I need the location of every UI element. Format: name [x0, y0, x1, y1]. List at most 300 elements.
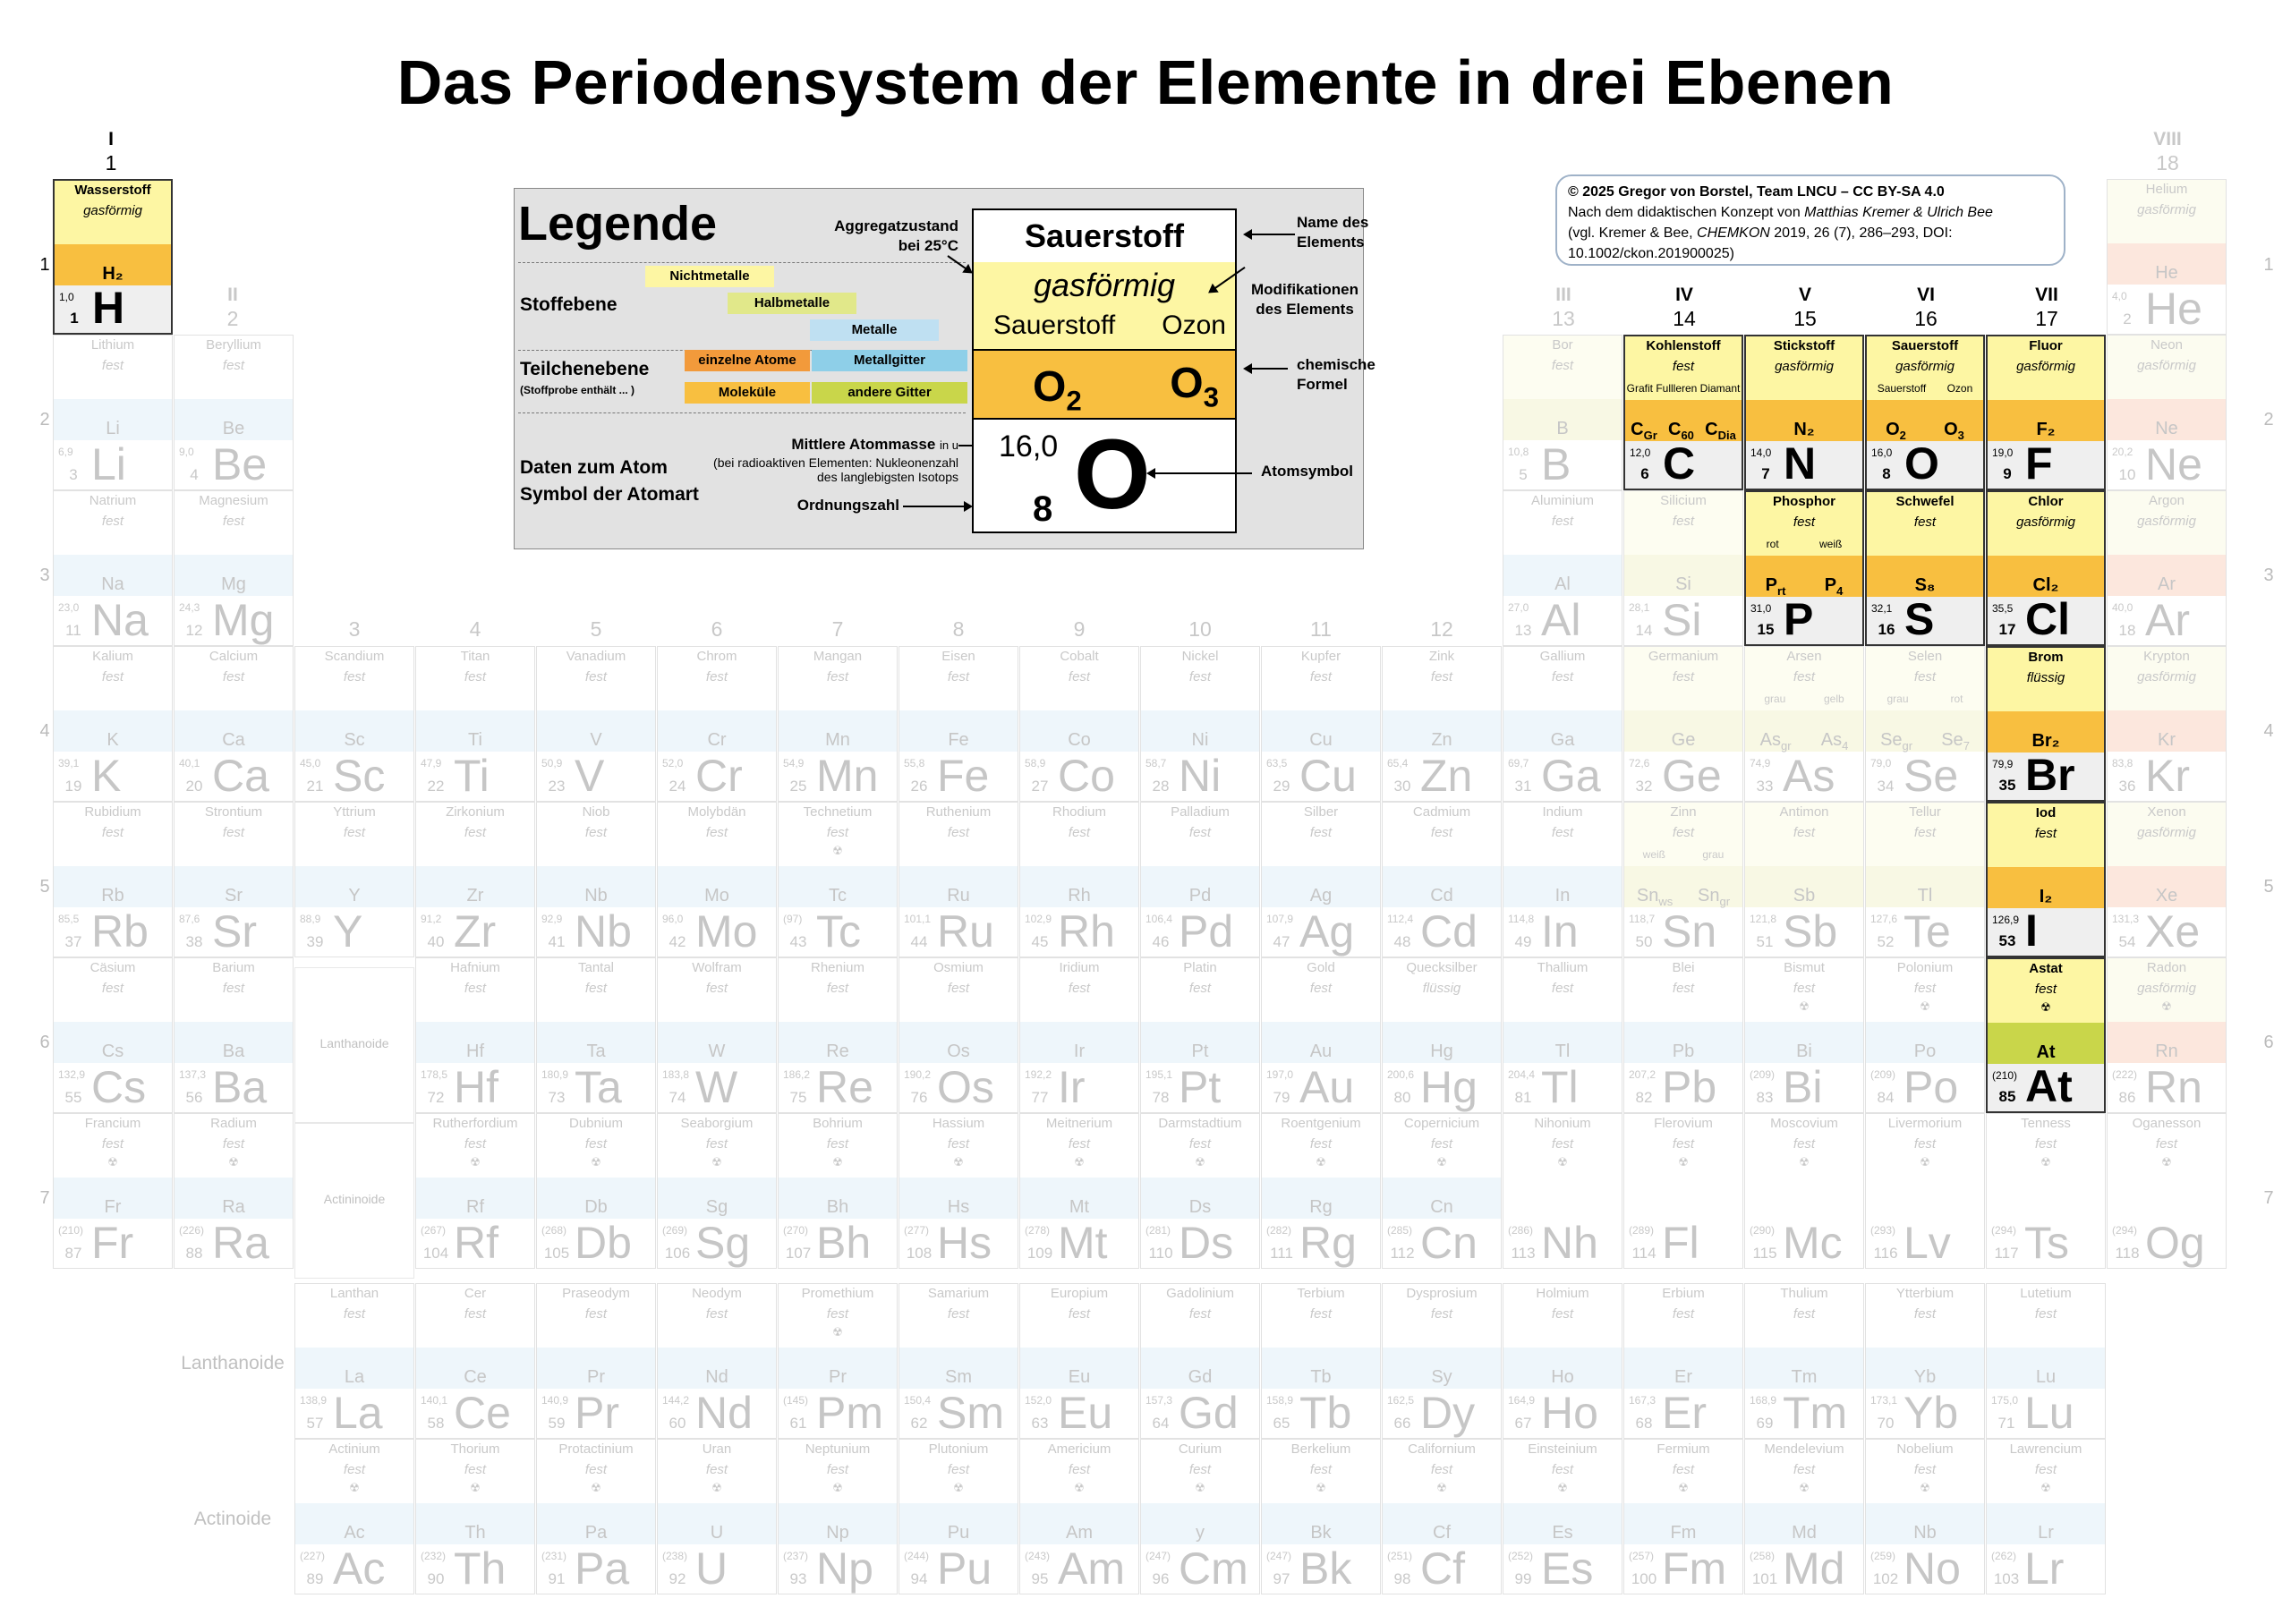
group-14-label: IV 14 — [1673, 285, 1696, 330]
atomic-mass: 85,5 — [58, 913, 80, 925]
element-name: Bismut — [1784, 960, 1825, 975]
element-symbol: Am — [1058, 1543, 1125, 1594]
element-state: fest — [101, 981, 124, 996]
copyright-line: © 2025 Gregor von Borstel, Team LNCU – CC BY-SA 4.0 — [1568, 184, 1945, 200]
element-state: fest — [1551, 358, 1574, 373]
radioactive-icon: ☢ — [2040, 1155, 2051, 1169]
element-name: Bohrium — [813, 1116, 863, 1131]
element-name: Gold — [1307, 960, 1335, 975]
atomic-number: 35 — [1998, 777, 2016, 794]
element-symbol: V — [575, 751, 605, 801]
element-formula: Lu — [2035, 1367, 2057, 1387]
element-ce — [415, 1283, 535, 1439]
atomic-mass: (252) — [1508, 1550, 1534, 1562]
element-name: Wolfram — [692, 960, 742, 975]
element-symbol: Md — [1783, 1543, 1845, 1594]
element-symbol: Nd — [695, 1388, 753, 1438]
radioactive-icon: ☢ — [1195, 1155, 1205, 1169]
element-state: fest — [1551, 981, 1574, 996]
element-formula: Ho — [1551, 1367, 1574, 1387]
element-formula: Db — [584, 1197, 608, 1217]
element-formula: Es — [1552, 1523, 1573, 1543]
element-formula: Eu — [1068, 1367, 1091, 1387]
group-7-label: 7 — [831, 617, 844, 641]
radioactive-icon: ☢ — [591, 1481, 601, 1494]
atomic-number: 17 — [1998, 621, 2016, 638]
element-state: fest — [101, 358, 124, 373]
element-formula: Rg — [1309, 1197, 1333, 1217]
element-s — [1865, 490, 1985, 646]
atomic-mass: 158,9 — [1266, 1394, 1294, 1407]
atomic-mass: (262) — [1991, 1550, 2017, 1562]
element-name: Plutonium — [928, 1441, 989, 1457]
element-pm — [778, 1283, 898, 1439]
element-formula: He — [2155, 263, 2178, 283]
atomic-mass: 65,4 — [1387, 757, 1409, 769]
legend-heading: Legende — [518, 197, 718, 251]
element-symbol: Au — [1299, 1062, 1355, 1112]
element-yb — [1865, 1283, 1985, 1439]
atomic-number: 67 — [1514, 1415, 1532, 1432]
element-formula: Ge — [1671, 730, 1696, 750]
element-name: Titan — [460, 649, 490, 664]
element-name: Ruthenium — [925, 804, 992, 820]
element-ir — [1019, 957, 1139, 1113]
element-name: Cer — [464, 1286, 487, 1301]
element-symbol: Li — [91, 439, 126, 489]
atomic-number: 95 — [1031, 1570, 1049, 1587]
element-sr — [174, 802, 294, 957]
atomic-mass: (209) — [1750, 1068, 1776, 1081]
period-2-label: 2 — [39, 410, 50, 429]
element-symbol: Sb — [1783, 906, 1838, 957]
element-name: Tantal — [577, 960, 615, 975]
atomic-mass: 79,9 — [1992, 758, 2014, 770]
element-na — [53, 490, 173, 646]
element-symbol: Mt — [1058, 1218, 1108, 1268]
element-tb — [1261, 1283, 1381, 1439]
radioactive-icon: ☢ — [2161, 999, 2172, 1013]
element-name: Seaborgium — [680, 1116, 754, 1131]
atomic-number: 106 — [664, 1245, 691, 1262]
legend-sample-cell — [972, 208, 1237, 533]
radioactive-icon: ☢ — [1799, 999, 1810, 1013]
atomic-mass: 101,1 — [904, 913, 932, 925]
period-1-label: 1 — [39, 255, 50, 275]
element-mn — [778, 646, 898, 802]
element-symbol: Ga — [1541, 751, 1601, 801]
sample-formula2: $O_3$ — [1170, 360, 1219, 413]
element-state: fest — [1309, 825, 1333, 840]
element-symbol: Pd — [1179, 906, 1234, 957]
element-symbol: Pa — [575, 1543, 630, 1594]
atomic-number: 65 — [1273, 1415, 1290, 1432]
radioactive-icon: ☢ — [1920, 1481, 1930, 1494]
element-name: Radium — [210, 1116, 257, 1131]
element-symbol: Cl — [2025, 594, 2070, 644]
element-symbol: Te — [1903, 906, 1951, 957]
element-state: fest — [1793, 669, 1816, 684]
element-symbol: C — [1663, 438, 1696, 489]
teilchenebene-label: Teilchenebene — [520, 359, 650, 379]
element-symbol: Pm — [816, 1388, 883, 1438]
element-name: Hafnium — [450, 960, 500, 975]
atomic-mass: (222) — [2112, 1068, 2138, 1081]
atomic-mass: 40,1 — [179, 757, 200, 769]
atomic-mass: 19,0 — [1992, 446, 2014, 459]
element-li — [53, 335, 173, 490]
element-state: fest — [464, 1462, 487, 1477]
atomic-number: 36 — [2118, 778, 2136, 795]
element-name: Technetium — [803, 804, 873, 820]
atomic-number: 10 — [2118, 466, 2136, 483]
atomic-mass: 168,9 — [1750, 1394, 1777, 1407]
element-se — [1865, 646, 1985, 802]
element-ti — [415, 646, 535, 802]
element-state: fest — [584, 981, 608, 996]
element-sb — [1744, 802, 1864, 957]
sample-formula1: $O_2$ — [1033, 363, 1082, 417]
element-formula: Sm — [945, 1367, 972, 1387]
atomic-number: 31 — [1514, 778, 1532, 795]
element-symbol: Fm — [1662, 1543, 1727, 1594]
element-symbol: Lr — [2024, 1543, 2065, 1594]
radioactive-icon: ☢ — [1799, 1481, 1810, 1494]
element-state: flüssig — [2026, 670, 2065, 685]
element-symbol: Cr — [695, 751, 743, 801]
element-formula: Rh — [1068, 886, 1091, 906]
element-formula: In — [1554, 886, 1571, 906]
element-symbol: Fe — [937, 751, 990, 801]
atomic-mass: 6,9 — [58, 446, 73, 458]
element-rh — [1019, 802, 1139, 957]
element-bi — [1744, 957, 1864, 1113]
atomic-number: 24 — [669, 778, 686, 795]
atomic-number: 23 — [548, 778, 566, 795]
sample-state: gasförmig — [1033, 267, 1176, 303]
atomic-mass: 79,0 — [1870, 757, 1892, 769]
group-3-label: 3 — [348, 617, 361, 641]
sample-symbol: O — [1074, 420, 1151, 530]
element-formula: Po — [1913, 1042, 1937, 1061]
element-state: fest — [343, 669, 366, 684]
element-sn — [1623, 802, 1743, 957]
chip-einzelne-atome: einzelne Atome — [685, 350, 810, 371]
element-name: Europium — [1050, 1286, 1109, 1301]
element-name: Californium — [1408, 1441, 1476, 1457]
atomic-number: 30 — [1393, 778, 1411, 795]
atomic-number: 40 — [427, 933, 445, 950]
element-formula: Pd — [1188, 886, 1212, 906]
radioactive-icon: ☢ — [470, 1481, 481, 1494]
element-state: fest — [222, 981, 245, 996]
atomic-number: 82 — [1635, 1089, 1653, 1106]
element-name: Indium — [1542, 804, 1583, 820]
element-name: Antimon — [1779, 804, 1829, 820]
element-formula: K — [106, 730, 119, 750]
atomic-number: 29 — [1273, 778, 1290, 795]
period-2-label-right: 2 — [2263, 410, 2274, 429]
radioactive-icon: ☢ — [1436, 1481, 1447, 1494]
element-name: Brom — [2028, 650, 2064, 665]
atomic-mass: (278) — [1025, 1224, 1051, 1237]
atomic-mass: 74,9 — [1750, 757, 1771, 769]
group-11-label: 11 — [1310, 617, 1332, 641]
atomic-number: 58 — [427, 1415, 445, 1432]
atomic-number: 48 — [1393, 933, 1411, 950]
atomic-mass: (244) — [904, 1550, 930, 1562]
element-symbol: Mn — [816, 751, 879, 801]
element-sc — [294, 646, 414, 802]
atomic-number: 55 — [64, 1089, 82, 1106]
element-formula: Au — [1309, 1042, 1333, 1061]
element-symbol: Ta — [575, 1062, 622, 1112]
element-state: gasförmig — [2137, 981, 2196, 996]
atomic-mass: 137,3 — [179, 1068, 207, 1081]
element-state: fest — [1913, 514, 1937, 530]
atomic-number: 86 — [2118, 1089, 2136, 1106]
chip-metalle: Metalle — [810, 319, 939, 341]
element-symbol: Gd — [1179, 1388, 1239, 1438]
element-name: Fermium — [1657, 1441, 1710, 1457]
element-b — [1503, 335, 1622, 490]
element-symbol: Rn — [2145, 1062, 2202, 1112]
element-state: fest — [947, 1306, 970, 1322]
atomic-mass: 107,9 — [1266, 913, 1294, 925]
element-hs — [899, 1113, 1018, 1269]
element-state: fest — [222, 1136, 245, 1152]
atomic-mass: 200,6 — [1387, 1068, 1415, 1081]
element-formula: H₂ — [102, 264, 123, 284]
element-state: fest — [343, 1462, 366, 1477]
group-13-label: III 13 — [1552, 285, 1575, 330]
element-symbol: Nh — [1541, 1218, 1598, 1268]
element-formula: Gd — [1188, 1367, 1213, 1387]
group-17-label: VII 17 — [2035, 285, 2058, 330]
atomic-number: 43 — [789, 933, 807, 950]
element-symbol: Ni — [1179, 751, 1222, 801]
element-symbol: Mg — [212, 595, 275, 645]
atomic-mass: 16,0 — [1871, 446, 1893, 459]
element-name: Lutetium — [2020, 1286, 2072, 1301]
element-formula: Ac — [344, 1523, 365, 1543]
arrow — [903, 506, 967, 507]
element-er — [1623, 1283, 1743, 1439]
element-gd — [1140, 1283, 1260, 1439]
element-name: Kalium — [92, 649, 133, 664]
lanthanoide-placeholder: Lanthanoide — [294, 967, 414, 1123]
element-rb — [53, 802, 173, 957]
element-name: Copernicium — [1403, 1116, 1480, 1131]
element-state: gasförmig — [2016, 359, 2075, 374]
atomic-number: 15 — [1757, 621, 1775, 638]
atomic-number: 21 — [306, 778, 324, 795]
element-symbol: Po — [1903, 1062, 1959, 1112]
atomic-mass: (269) — [662, 1224, 688, 1237]
element-symbol: Na — [91, 595, 149, 645]
element-symbol: Lv — [1903, 1218, 1951, 1268]
element-name: Neon — [2150, 337, 2183, 353]
atomic-mass: 20,2 — [2112, 446, 2133, 458]
element-state: fest — [1188, 825, 1212, 840]
element-name: Silber — [1303, 804, 1339, 820]
modifikationen-label: Modifikationen des Elements — [1251, 281, 1358, 318]
element-state: fest — [826, 1136, 849, 1152]
element-state: fest — [584, 1306, 608, 1322]
element-formula: Ce — [464, 1367, 487, 1387]
element-pa — [536, 1439, 656, 1594]
element-state: fest — [1068, 669, 1091, 684]
element-u — [657, 1439, 777, 1594]
daten-label: Daten zum Atom — [520, 457, 668, 478]
atomic-mass: (243) — [1025, 1550, 1051, 1562]
element-name: Beryllium — [206, 337, 261, 353]
element-nb — [536, 802, 656, 957]
element-state: fest — [1793, 1136, 1816, 1152]
element-cl — [1986, 490, 2106, 646]
element-formula: Ta — [586, 1042, 606, 1061]
atomic-mass: (257) — [1629, 1550, 1655, 1562]
atomic-mass: 58,9 — [1025, 757, 1046, 769]
atomic-number: 45 — [1031, 933, 1049, 950]
atomic-number: 101 — [1751, 1570, 1778, 1587]
element-formula: Cd — [1430, 886, 1453, 906]
element-formula: Tm — [1791, 1367, 1818, 1387]
element-ne — [2107, 335, 2227, 490]
atomic-mass: 14,0 — [1750, 446, 1772, 459]
element-name: Gallium — [1539, 649, 1586, 664]
element-symbol: Nb — [575, 906, 632, 957]
radioactive-icon: ☢ — [1436, 1155, 1447, 1169]
element-state: fest — [1913, 1136, 1937, 1152]
radioactive-icon: ☢ — [2040, 1481, 2051, 1494]
element-symbol: Ar — [2145, 595, 2190, 645]
element-pr — [536, 1283, 656, 1439]
element-po — [1865, 957, 1985, 1113]
atomic-number: 38 — [185, 933, 203, 950]
atomic-number: 7 — [1761, 465, 1770, 482]
element-state: fest — [1672, 1462, 1695, 1477]
element-dy — [1382, 1283, 1502, 1439]
element-symbol: Pu — [937, 1543, 992, 1594]
element-state: fest — [584, 1462, 608, 1477]
element-name: Dubnium — [568, 1116, 624, 1131]
element-rg — [1261, 1113, 1381, 1269]
element-ts — [1986, 1113, 2106, 1269]
element-state: fest — [1913, 669, 1937, 684]
radioactive-icon: ☢ — [832, 844, 843, 857]
radioactive-icon: ☢ — [832, 1155, 843, 1169]
atomic-number: 79 — [1273, 1089, 1290, 1106]
element-name: Barium — [212, 960, 255, 975]
element-symbol: U — [695, 1543, 728, 1594]
element-te — [1865, 802, 1985, 957]
element-state: fest — [1793, 981, 1816, 996]
element-name: Platin — [1183, 960, 1217, 975]
element-symbol: Er — [1662, 1388, 1707, 1438]
element-formula: Am — [1066, 1523, 1093, 1543]
radioactive-icon: ☢ — [832, 1481, 843, 1494]
element-state: fest — [947, 669, 970, 684]
element-modifications: weiß grau — [1642, 848, 1725, 861]
element-formula: Co — [1068, 730, 1091, 750]
atomic-number: 1 — [70, 310, 79, 327]
radioactive-icon: ☢ — [107, 1155, 118, 1169]
element-state: fest — [1309, 1306, 1333, 1322]
atomic-number: 61 — [789, 1415, 807, 1432]
atomic-mass: 55,8 — [904, 757, 925, 769]
element-state: fest — [705, 981, 728, 996]
chip-halbmetalle: Halbmetalle — [728, 293, 856, 314]
atomic-mass: 91,2 — [421, 913, 442, 925]
element-name: Polonium — [1896, 960, 1954, 975]
radioactive-icon: ☢ — [832, 1325, 843, 1339]
sample-number: 8 — [1033, 489, 1053, 529]
teilchenebene-sub: (Stoffprobe enthält ... ) — [520, 384, 634, 396]
atomic-mass: 106,4 — [1146, 913, 1173, 925]
element-state: gasförmig — [2137, 514, 2196, 529]
radioactive-icon: ☢ — [1920, 1155, 1930, 1169]
element-formula: $C_{Gr}$ $C_{60}$ $C_{Dia}$ — [1631, 420, 1736, 442]
element-au — [1261, 957, 1381, 1113]
atomic-mass: 164,9 — [1508, 1394, 1536, 1407]
atomic-number: 73 — [548, 1089, 566, 1106]
period-5-label-right: 5 — [2263, 877, 2274, 897]
element-formula: Md — [1792, 1523, 1817, 1543]
radioactive-icon: ☢ — [1316, 1155, 1326, 1169]
element-cm — [1140, 1439, 1260, 1594]
element-symbol: Ts — [2024, 1218, 2069, 1268]
chip-metallgitter: Metallgitter — [812, 350, 967, 371]
atomic-number: 114 — [1631, 1245, 1657, 1262]
element-formula: Os — [947, 1042, 970, 1061]
element-formula: Ti — [468, 730, 482, 750]
atomic-number: 78 — [1152, 1089, 1170, 1106]
element-symbol: Ru — [937, 906, 994, 957]
element-state: fest — [1430, 669, 1453, 684]
atomic-number: 32 — [1635, 778, 1653, 795]
element-bk — [1261, 1439, 1381, 1594]
element-name: Germanium — [1648, 649, 1719, 664]
radioactive-icon: ☢ — [711, 1481, 722, 1494]
element-symbol: Sr — [212, 906, 257, 957]
atomic-number: 41 — [548, 933, 566, 950]
element-formula: $O_2$ $O_3$ — [1886, 420, 1964, 442]
atomic-mass: 162,5 — [1387, 1394, 1415, 1407]
atomic-number: 64 — [1152, 1415, 1170, 1432]
element-symbol: Cu — [1299, 751, 1357, 801]
atomic-number: 102 — [1872, 1570, 1899, 1587]
atomic-number: 70 — [1877, 1415, 1895, 1432]
element-fe — [899, 646, 1018, 802]
element-formula: Na — [101, 574, 124, 594]
element-formula: Lr — [2038, 1523, 2054, 1543]
element-name: Moscovium — [1770, 1116, 1838, 1131]
element-name: Erbium — [1662, 1286, 1705, 1301]
radioactive-icon: ☢ — [953, 1481, 964, 1494]
element-state: gasförmig — [83, 203, 142, 218]
element-formula: At — [2036, 1042, 2056, 1062]
group-4-label: 4 — [469, 617, 481, 641]
element-state: fest — [222, 669, 245, 684]
element-symbol: Os — [937, 1062, 994, 1112]
atomic-number: 117 — [1994, 1245, 2019, 1262]
period-3-label: 3 — [39, 565, 50, 585]
element-db — [536, 1113, 656, 1269]
element-state: fest — [705, 1136, 728, 1152]
atomic-number: 8 — [1882, 465, 1891, 482]
radioactive-icon: ☢ — [1195, 1481, 1205, 1494]
